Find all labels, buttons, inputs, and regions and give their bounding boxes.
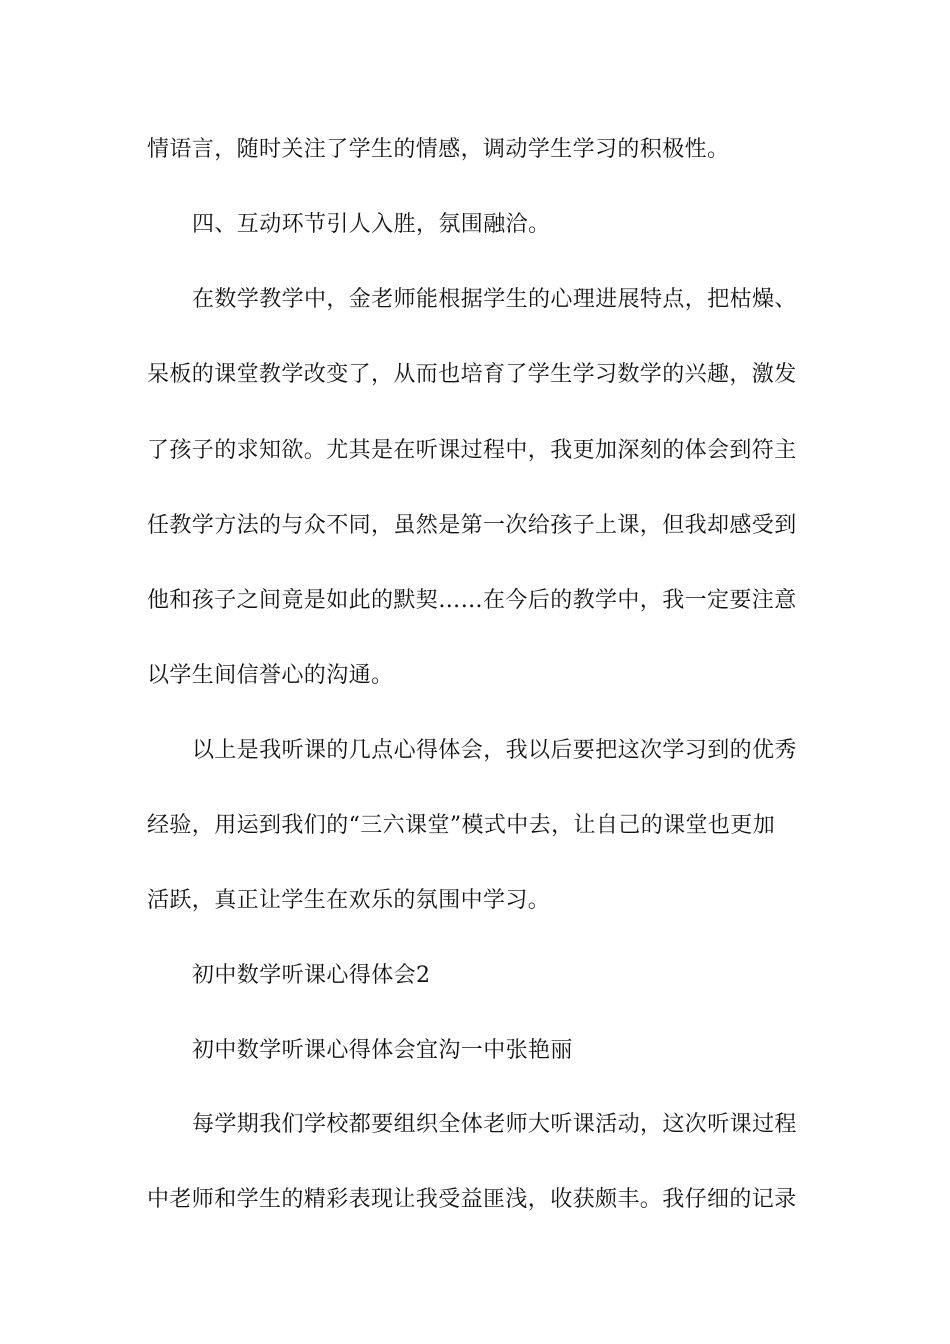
text-line: 了孩子的求知欲。尤其是在听课过程中，我更加深刻的体会到符主 [147,438,797,463]
text-line: 中老师和学生的精彩表现让我受益匪浅，收获颇丰。我仔细的记录 [147,1187,797,1212]
text-line: 任教学方法的与众不同，虽然是第一次给孩子上课，但我却感受到 [147,513,797,538]
text-line: 在数学教学中，金老师能根据学生的心理进展特点，把枯燥、 [192,287,797,312]
text-line: 他和孩子之间竟是如此的默契……在今后的教学中，我一定要注意 [147,588,797,613]
text-line: 情语言，随时关注了学生的情感，调动学生学习的积极性。 [147,137,730,162]
text-line: 每学期我们学校都要组织全体老师大听课活动，这次听课过程 [192,1112,797,1137]
text-line: 以上是我听课的几点心得体会，我以后要把这次学习到的优秀 [192,738,797,763]
document-subtitle: 初中数学听课心得体会宜沟一中张艳丽 [192,1038,573,1063]
text-line: 活跃，真正让学生在欢乐的氛围中学习。 [147,888,551,913]
document-title: 初中数学听课心得体会2 [192,963,431,988]
section-heading: 四、互动环节引人入胜，氛围融洽。 [192,212,551,237]
text-line: 经验，用运到我们的“三六课堂”模式中去，让自己的课堂也更加 [147,813,776,838]
text-line: 以学生间信誉心的沟通。 [147,663,394,688]
text-line: 呆板的课堂教学改变了，从而也培育了学生学习数学的兴趣，激发 [147,362,797,387]
